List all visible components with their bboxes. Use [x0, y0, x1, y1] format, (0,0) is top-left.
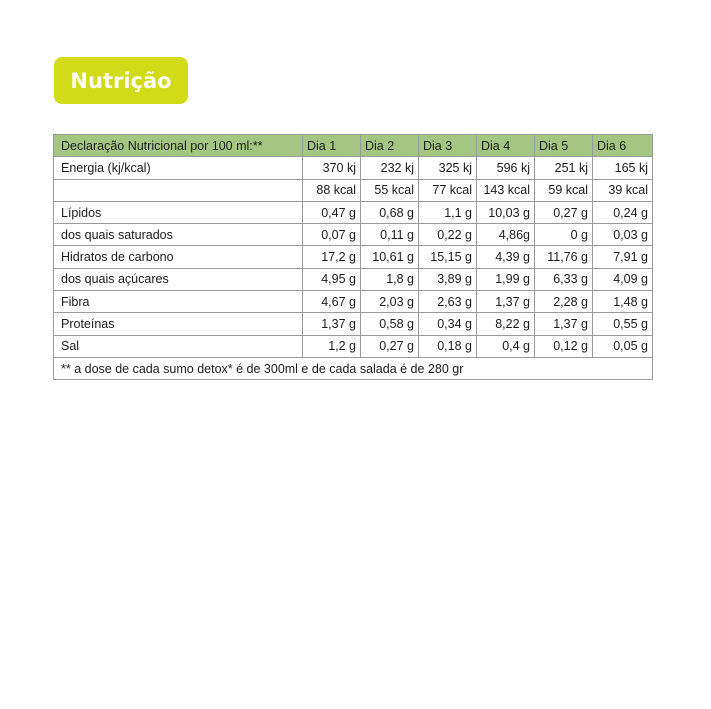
table-cell: 1,37 g	[477, 291, 535, 313]
table-cell: 6,33 g	[535, 268, 593, 290]
table-cell: 1,8 g	[361, 268, 419, 290]
table-cell: 39 kcal	[593, 179, 653, 201]
table-cell: 0,03 g	[593, 224, 653, 246]
table-cell: 15,15 g	[419, 246, 477, 268]
table-cell: 0,24 g	[593, 201, 653, 223]
table-cell: 4,39 g	[477, 246, 535, 268]
table-cell: 596 kj	[477, 157, 535, 179]
table-row	[54, 179, 653, 201]
column-header-label: Declaração Nutricional por 100 ml:**	[54, 135, 303, 157]
table-row	[54, 291, 653, 313]
table-cell: 8,22 g	[477, 313, 535, 335]
table-cell: 1,37 g	[535, 313, 593, 335]
page-title: Nutrição	[70, 68, 172, 93]
table-cell: 0,58 g	[361, 313, 419, 335]
table-cell: 0,07 g	[303, 224, 361, 246]
table-cell: 0,12 g	[535, 335, 593, 357]
column-header-day: Dia 1	[303, 135, 361, 157]
row-label: Sal	[54, 335, 303, 357]
table-cell: 59 kcal	[535, 179, 593, 201]
table-cell: 0,18 g	[419, 335, 477, 357]
table-row	[54, 313, 653, 335]
table-cell: 143 kcal	[477, 179, 535, 201]
table-cell: 1,99 g	[477, 268, 535, 290]
table-cell: 1,2 g	[303, 335, 361, 357]
table-cell: 0,27 g	[361, 335, 419, 357]
table-cell: 3,89 g	[419, 268, 477, 290]
row-label: dos quais saturados	[54, 224, 303, 246]
table-cell: 4,86g	[477, 224, 535, 246]
table-cell: 88 kcal	[303, 179, 361, 201]
table-cell: 17,2 g	[303, 246, 361, 268]
row-label: Proteínas	[54, 313, 303, 335]
table-cell: 7,91 g	[593, 246, 653, 268]
table-header-row	[54, 135, 653, 157]
row-label: Lípidos	[54, 201, 303, 223]
table-cell: 10,03 g	[477, 201, 535, 223]
table-cell: 0,05 g	[593, 335, 653, 357]
table-cell: 0,11 g	[361, 224, 419, 246]
table-cell: 251 kj	[535, 157, 593, 179]
column-header-day: Dia 5	[535, 135, 593, 157]
table-row	[54, 268, 653, 290]
column-header-day: Dia 2	[361, 135, 419, 157]
column-header-day: Dia 3	[419, 135, 477, 157]
table-cell: 0 g	[535, 224, 593, 246]
column-header-day: Dia 4	[477, 135, 535, 157]
table-row	[54, 335, 653, 357]
table-cell: 0,34 g	[419, 313, 477, 335]
table-cell: 1,48 g	[593, 291, 653, 313]
row-label	[54, 179, 303, 201]
table-cell: 77 kcal	[419, 179, 477, 201]
row-label: Fibra	[54, 291, 303, 313]
nutrition-title-badge	[54, 57, 188, 104]
table-cell: 1,1 g	[419, 201, 477, 223]
table-cell: 11,76 g	[535, 246, 593, 268]
table-cell: 10,61 g	[361, 246, 419, 268]
table-cell: 0,4 g	[477, 335, 535, 357]
table-cell: 165 kj	[593, 157, 653, 179]
table-cell: 4,67 g	[303, 291, 361, 313]
table-cell: 4,95 g	[303, 268, 361, 290]
table-cell: 0,47 g	[303, 201, 361, 223]
table-cell: 232 kj	[361, 157, 419, 179]
footnote: ** a dose de cada sumo detox* é de 300ml e de cada salada é de 280 gr	[54, 357, 653, 379]
table-cell: 2,03 g	[361, 291, 419, 313]
table-cell: 1,37 g	[303, 313, 361, 335]
table-cell: 0,55 g	[593, 313, 653, 335]
table-cell: 2,28 g	[535, 291, 593, 313]
table-cell: 325 kj	[419, 157, 477, 179]
table-cell: 4,09 g	[593, 268, 653, 290]
row-label: Energia (kj/kcal)	[54, 157, 303, 179]
table-cell: 0,22 g	[419, 224, 477, 246]
row-label: Hidratos de carbono	[54, 246, 303, 268]
column-header-day: Dia 6	[593, 135, 653, 157]
table-cell: 2,63 g	[419, 291, 477, 313]
table-row	[54, 201, 653, 223]
table-cell: 0,27 g	[535, 201, 593, 223]
row-label: dos quais açúcares	[54, 268, 303, 290]
table-cell: 370 kj	[303, 157, 361, 179]
table-cell: 0,68 g	[361, 201, 419, 223]
nutrition-table	[53, 134, 653, 380]
table-cell: 55 kcal	[361, 179, 419, 201]
table-row	[54, 246, 653, 268]
table-footnote-row	[54, 357, 653, 379]
table-row	[54, 157, 653, 179]
table-row	[54, 224, 653, 246]
